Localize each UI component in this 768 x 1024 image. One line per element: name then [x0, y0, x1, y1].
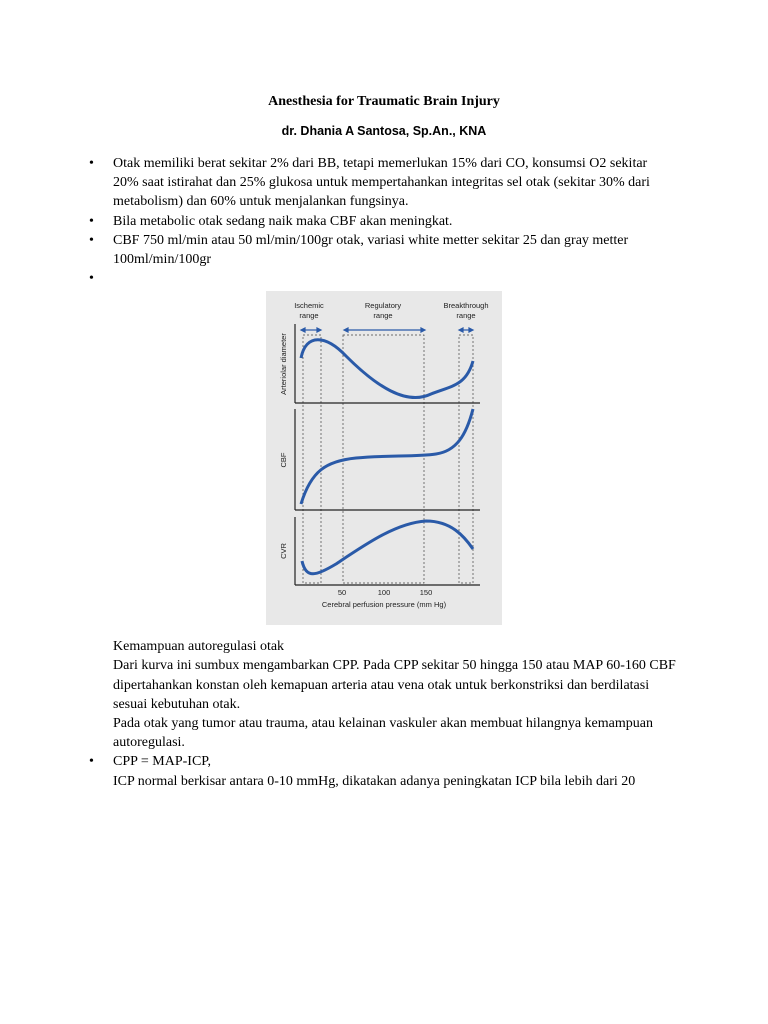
cbf-label: CBF — [279, 452, 288, 468]
document-title: Anesthesia for Traumatic Brain Injury — [268, 94, 500, 109]
ischemic-label-2: range — [299, 311, 319, 320]
range-arrows — [301, 328, 473, 332]
x-tick-150: 150 — [419, 588, 433, 597]
cbf-curve — [301, 409, 473, 504]
breakthrough-label-2: range — [456, 311, 476, 320]
x-tick-100: 100 — [377, 588, 391, 597]
autoregulation-figure — [266, 291, 502, 625]
breakthrough-label-1: Breakthrough — [443, 301, 489, 310]
arteriolar-diameter-curve — [301, 340, 473, 398]
curves — [301, 340, 473, 574]
cvr-curve — [302, 521, 473, 574]
panel-axes — [295, 324, 480, 585]
cvr-label: CVR — [279, 543, 288, 559]
caption-paragraph: Pada otak yang tumor atau trauma, atau kelainan vaskuler akan membuat hilangnya kemampuan autoregulasi. — [113, 716, 653, 751]
icp-paragraph: ICP normal berkisar antara 0-10 mmHg, dikatakan adanya peningkatan ICP bila lebih dari 20 — [113, 773, 636, 789]
bullet-item: • Bila metabolic otak sedang naik maka CBF akan meningkat. — [0, 212, 673, 231]
caption-title: Kemampuan autoregulasi otak — [113, 639, 285, 655]
ischemic-label-1: Ischemic — [294, 301, 324, 310]
bullet-item: • CBF 750 ml/min atau 50 ml/min/100gr otak, variasi white metter sekitar 25 dan gray metter 100ml/min/100gr — [0, 231, 673, 269]
autoregulation-diagram — [266, 291, 502, 625]
arteriolar-diameter-label: Arteriolar diameter — [279, 333, 288, 395]
regulatory-label-2: range — [373, 311, 393, 320]
x-tick-50: 50 — [337, 588, 347, 597]
bullet-item: • Otak memiliki berat sekitar 2% dari BB, tetapi memerlukan 15% dari CO, konsumsi O2 sekitar 20% saat istirahat dan 25% glukosa untuk mempertahankan integritas sel otak (sekitar 30% dari metabolism) dan 60% untuk menjalankan fungsinya. — [0, 154, 673, 212]
document-author: dr. Dhania A Santosa, Sp.An., KNA — [281, 124, 487, 138]
caption-paragraph: Dari kurva ini sumbux mengambarkan CPP. Pada CPP sekitar 50 hingga 150 atau MAP 60-160 CBF dipertahankan konstan oleh kemapuan arteria atau vena otak untuk berkonstriksi dan berdilatasi sesuai kebutuhan otak. — [113, 658, 676, 712]
bullet-item-empty — [0, 269, 673, 288]
x-axis-label: Cerebral perfusion pressure (mm Hg) — [321, 600, 447, 609]
regulatory-label-1: Regulatory — [364, 301, 402, 310]
range-guides — [303, 335, 473, 583]
bullet-item-cpp: • CPP = MAP-ICP, — [0, 752, 673, 771]
